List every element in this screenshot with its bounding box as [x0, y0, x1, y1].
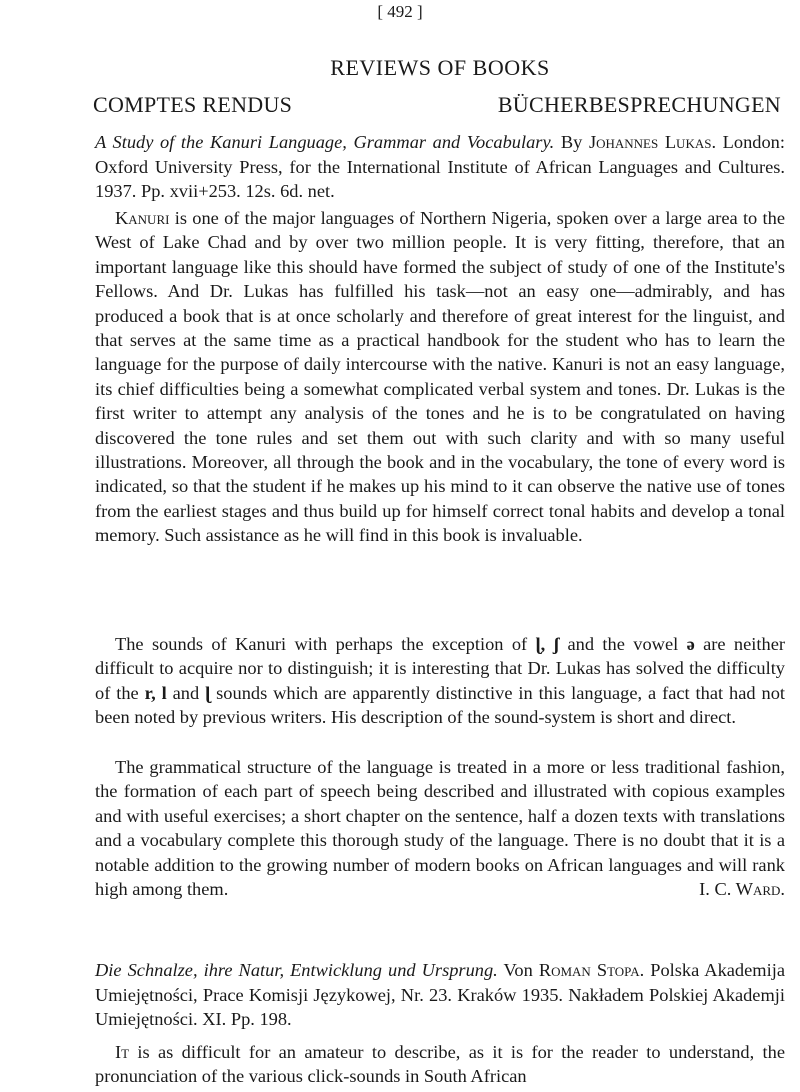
review-2-para-1-text: is as difficult for an amateur to describe, as it is for the reader to understand, the pronunciation of the various click-sounds in South African [95, 1042, 785, 1087]
review-2-lead-word: It [115, 1042, 130, 1062]
review-1-para-1-text: is one of the major languages of Northern Nigeria, spoken over a large area to the West of Lake Chad and by over two million people. It is very fitting, therefore, that an important language like this should have formed the subject of study of one of the Institute's Fellows. And Dr. Lukas has fulfilled his task—not an easy one—admirably, and has produced a book that is at once scholarly and therefore of great interest for the linguist, and that serves at the same time as a practical handbook for the student who has to learn the language for the purpose of daily intercourse with the native. Kanuri is not an easy language, its chief difficulties being a somewhat complicated verbal system and tones. Dr. Lukas is the first writer to attempt any analysis of the tones and he is to be congratulated on having discovered the tone rules and set them out with such clarity and with so many useful illustrations. Moreover, all through the book and in the vocabulary, the tone of every word is indicated, so that the student if he makes up his mind to it can observe the native use of tones from the earliest stages and thus build up for himself correct tonal habits and develop a tonal memory. Such assistance as he will find in this book is invaluable. [95, 208, 785, 546]
review-1-paragraph-1 [95, 206, 785, 548]
review-2-by: Von [503, 960, 533, 980]
review-1-lead-word: Kanuri [115, 208, 170, 228]
review-2-author: Roman Stopa. [538, 960, 645, 980]
review-1-author: Johannes Lukas. [588, 132, 717, 152]
subtitle-german: BÜCHERBESPRECHUNGEN [497, 92, 781, 117]
review-1-reference [95, 130, 785, 204]
subtitle-french: COMPTES RENDUS [93, 92, 293, 117]
phonetic-symbols-r-l: r, l [144, 682, 167, 703]
review-1-paragraph-3 [95, 755, 785, 901]
review-1-para-3-text: The grammatical structure of the language is treated in a more or less traditional fashion, the formation of each part of speech being described and illustrated with copious examples and with useful exercises; a short chapter on the sentence, half a dozen texts with translations and a vocabulary complete this thorough study of the language. There is no doubt that it is a notable addition to the growing number of modern books on African languages and will rank high among them. [95, 757, 785, 900]
section-subtitles [93, 92, 781, 118]
phonetic-symbols-1: ɭ, ʃ [535, 634, 560, 654]
review-1-para-2-text-d: and [166, 682, 206, 703]
section-title: REVIEWS OF BOOKS [330, 55, 550, 80]
review-1-paragraph-2 [95, 632, 785, 730]
review-2-paragraph-1 [95, 1040, 785, 1089]
review-2-publisher: Polska Akademija Umiejętności, Prace Komisji Językowej, Nr. 23. Kraków 1935. Nakładem Polskiej Akademji Umiejętności. XI. Pp. 198. [95, 960, 785, 1029]
review-2-book-title: Die Schnalze, ihre Natur, Entwicklung und Ursprung. [95, 960, 498, 980]
review-1-publisher: London: Oxford University Press, for the International Institute of African Languages and Cultures. 1937. Pp. xvii+253. 12s. 6d. net. [95, 132, 785, 201]
review-1-by: By [560, 132, 583, 152]
review-1-para-2-text-e: sounds which are apparently distinctive in this language, a fact that had not been noted by previous writers. His description of the sound-system is short and direct. [95, 682, 786, 728]
review-1-book-title: A Study of the Kanuri Language, Grammar and Vocabulary. [95, 132, 555, 152]
review-1-para-2-text-b: and the vowel [559, 634, 687, 654]
review-1-signature: I. C. Ward. [699, 879, 785, 900]
review-1-para-2-text-c: are neither difficult to acquire nor to distinguish; it is interesting that Dr. Lukas has solved the difficulty of the [95, 634, 785, 703]
page-number: [ 492 ] [377, 2, 423, 21]
review-1-para-2-text-a: The sounds of Kanuri with perhaps the exception of [115, 634, 536, 654]
review-2-reference [95, 958, 785, 1032]
phonetic-symbol-schwa: ə [686, 634, 695, 654]
phonetic-symbol-retroflex-l: ɭ [205, 682, 211, 703]
